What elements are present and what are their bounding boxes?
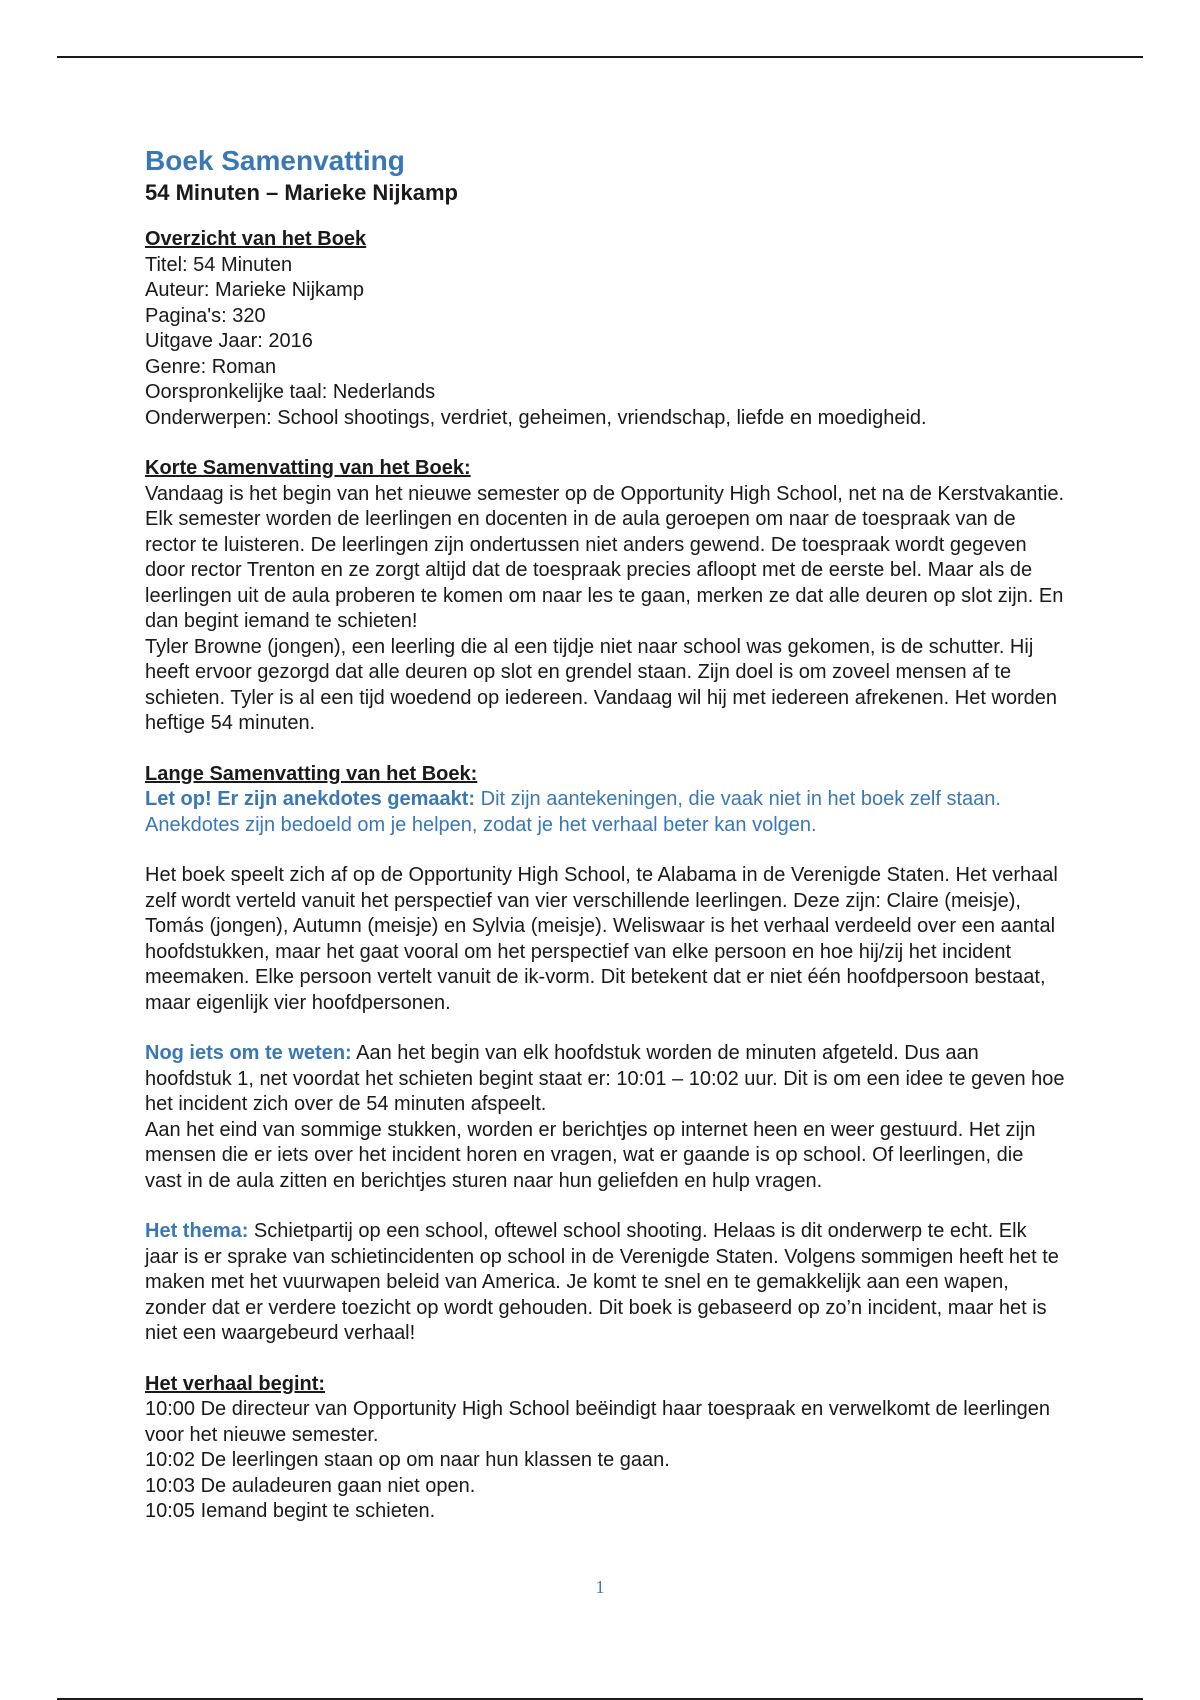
extra-info-label: Nog iets om te weten: [145, 1042, 352, 1064]
story-start-heading: Het verhaal begint: [145, 1372, 326, 1395]
short-summary-heading: Korte Samenvatting van het Boek: [145, 457, 471, 479]
anecdote-note [145, 787, 1065, 838]
theme-section [145, 1219, 1065, 1347]
long-summary-paragraph: Het boek speelt zich af op de Opportunity High School, te Alabama in de Verenigde Staten. Het verhaal zelf wordt verteld vanuit het perspectief van vier verschillende leerlingen. Deze zijn: Claire (meisje), Tomás (jongen), Autumn (meisje) en Sylvia (meisje). Weliswaar is het verhaal verdeeld over een aantal hoofdstukken, maar het gaat vooral om het perspectief van elke persoon en hoe hij/zij het incident meemaken. Elke persoon vertelt vanuit de ik-vorm. Dit betekent dat er niet één hoofdpersoon bestaat, maar eigenlijk vier hoofdpersonen. [145, 864, 1058, 1014]
extra-info-paragraph-2: Aan het eind van sommige stukken, worden er berichtjes op internet heen en weer gestuurd. Het zijn mensen die er iets over het incident horen en vragen, wat er gaande is op school. Of leerlingen, die vast in de aula zitten en berichtjes sturen naar hun geliefden en hulp vragen. [145, 1118, 1036, 1192]
overview-line-author: Auteur: Marieke Nijkamp [145, 279, 364, 301]
long-summary-heading: Lange Samenvatting van het Boek: [145, 762, 478, 785]
page-number: 1 [595, 1577, 605, 1597]
short-summary-paragraph-1: Vandaag is het begin van het nieuwe semester op de Opportunity High School, net na de Kerstvakantie. Elk semester worden de leerlingen en docenten in de aula geroepen om naar de toespraak van de rector te luisteren. De leerlingen zijn ondertussen niet anders gewend. De toespraak wordt gegeven door rector Trenton en ze zorgt altijd dat de toespraak precies afloopt met de eerste bel. Maar als de leerlingen uit de aula proberen te komen om naar les te gaan, merken ze dat alle deuren op slot zijn. En dan begint iemand te schieten! [145, 482, 1065, 632]
overview-heading: Overzicht van het Boek [145, 228, 367, 250]
top-rule [57, 56, 1143, 58]
document-subtitle: 54 Minuten – Marieke Nijkamp [145, 180, 458, 205]
overview-line-subjects: Onderwerpen: School shootings, verdriet, geheimen, vriendschap, liefde en moedigheid. [145, 406, 927, 429]
timeline-entry: 10:00 De directeur van Opportunity High School beëindigt haar toespraak en verwelkomt de leerlingen voor het nieuwe semester. [145, 1398, 1050, 1446]
extra-info-paragraph [145, 1041, 1065, 1118]
extra-info-section [145, 1041, 1065, 1194]
overview-line-title: Titel: 54 Minuten [145, 253, 293, 276]
story-start-section [145, 1372, 1065, 1525]
document-page [145, 143, 1065, 1525]
long-summary-section [145, 762, 1065, 1017]
extra-info-text: Aan het begin van elk hoofdstuk worden de minuten afgeteld. Dus aan hoofdstuk 1, net voordat het schieten begint staat er: 10:01 – 10:02 uur. Dit is om een idee te geven hoe het incident zich over de 54 minuten afspeelt. [145, 1042, 1065, 1115]
theme-paragraph [145, 1219, 1065, 1347]
timeline-entry: 10:05 Iemand begint te schieten. [145, 1500, 436, 1522]
theme-label: Het thema: [145, 1220, 249, 1242]
timeline-entry: 10:02 De leerlingen staan op om naar hun klassen te gaan. [145, 1449, 670, 1471]
theme-text: Schietpartij op een school, oftewel school shooting. Helaas is dit onderwerp te echt. Elk jaar is er sprake van schietincidenten op school in de Verenigde Staten. Volgens sommigen heeft het te maken met het vuurwapen beleid van America. Je komt te snel en te gemakkelijk aan een wapen, zonder dat er verdere toezicht op wordt gehouden. Dit boek is gebaseerd op zo’n incident, maar het is niet een waargebeurd verhaal! [145, 1220, 1059, 1344]
anecdote-note-text: Dit zijn aantekeningen, die vaak niet in het boek zelf staan. Anekdotes zijn bedoeld om je helpen, zodat je het verhaal beter kan volgen. [145, 788, 1001, 836]
anecdote-note-label: Let op! Er zijn anekdotes gemaakt: [145, 788, 476, 810]
overview-line-language: Oorspronkelijke taal: Nederlands [145, 381, 436, 403]
short-summary-paragraph-2: Tyler Browne (jongen), een leerling die al een tijdje niet naar school was gekomen, is de schutter. Hij heeft ervoor gezorgd dat alle deuren op slot en grendel staan. Zijn doel is om zoveel mensen af te schieten. Tyler is al een tijd woedend op iedereen. Vandaag wil hij met iedereen afrekenen. Het worden heftige 54 minuten. [145, 635, 1058, 734]
overview-line-genre: Genre: Roman [145, 355, 277, 378]
timeline-entry: 10:03 De auladeuren gaan niet open. [145, 1474, 476, 1497]
short-summary-section [145, 456, 1065, 737]
overview-line-year: Uitgave Jaar: 2016 [145, 330, 313, 352]
overview-section [145, 227, 1065, 431]
document-title: Boek Samenvatting [145, 145, 405, 176]
overview-line-pages: Pagina's: 320 [145, 304, 266, 327]
